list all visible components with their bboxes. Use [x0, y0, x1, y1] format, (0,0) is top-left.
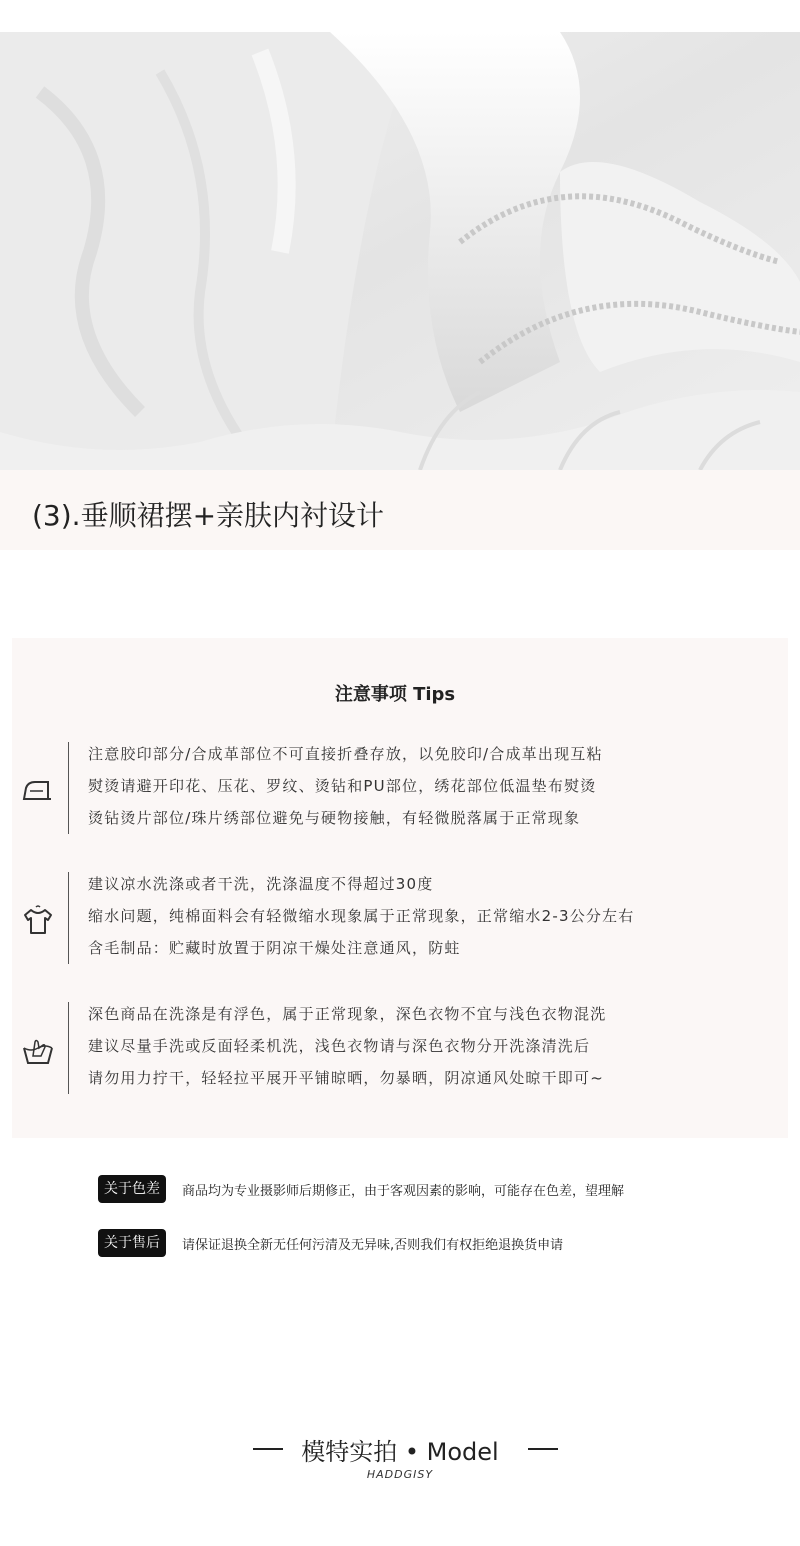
model-title: 模特实拍 • Model	[301, 1438, 499, 1466]
right-dash	[528, 1448, 558, 1450]
note-badge: 关于色差	[98, 1175, 166, 1203]
note-text: 商品均为专业摄影师后期修正，由于客观因素的影响，可能存在色差，望理解	[182, 1184, 625, 1199]
tip-line: 熨烫请避开印花、压花、罗纹、烫钻和PU部位，绣花部位低温垫布熨烫	[88, 777, 597, 795]
tip-group-hand-wash	[12, 1002, 788, 1102]
tip-group-ironing	[12, 742, 788, 842]
note-text: 请保证退换全新无任何污清及无异味,否则我们有权拒绝退换货申请	[182, 1238, 564, 1253]
note-badge: 关于售后	[98, 1229, 166, 1257]
tip-group-washing	[12, 872, 788, 972]
tip-line: 含毛制品：贮藏时放置于阴凉干燥处注意通风，防蛀	[88, 939, 461, 957]
tip-line: 建议尽量手洗或反面轻柔机洗，浅色衣物请与深色衣物分开洗涤清洗后	[88, 1037, 591, 1055]
brand-subtitle: HADDGISY	[366, 1468, 434, 1481]
tip-divider	[68, 872, 69, 964]
tips-title: 注意事项 Tips	[334, 684, 456, 705]
caption-band	[0, 470, 800, 550]
section-caption: (3).垂顺裙摆+亲肤内衬设计	[32, 499, 385, 532]
model-section-header	[0, 1430, 800, 1470]
tip-divider	[68, 742, 69, 834]
note-color-difference	[98, 1175, 778, 1205]
shirt-icon	[21, 904, 55, 938]
tip-divider	[68, 1002, 69, 1094]
tip-line: 深色商品在洗涤是有浮色，属于正常现象，深色衣物不宜与浅色衣物混洗	[88, 1005, 607, 1023]
tip-line: 建议凉水洗涤或者干洗，洗涤温度不得超过30度	[88, 875, 434, 893]
tip-line: 缩水问题，纯棉面料会有轻微缩水现象属于正常现象，正常缩水2-3公分左右	[88, 907, 635, 925]
tip-line: 注意胶印部分/合成革部位不可直接折叠存放，以免胶印/合成革出现互粘	[88, 745, 603, 763]
fabric-detail-photo	[0, 32, 800, 470]
care-tips-card	[12, 638, 788, 1138]
note-after-sales	[98, 1229, 778, 1259]
iron-icon	[21, 774, 55, 808]
tip-line: 烫钻烫片部位/珠片绣部位避免与硬物接触，有轻微脱落属于正常现象	[88, 809, 581, 827]
hand-wash-icon	[21, 1034, 55, 1068]
tip-line: 请勿用力拧干，轻轻拉平展开平铺晾晒，勿暴晒，阴凉通风处晾干即可~	[88, 1069, 604, 1087]
